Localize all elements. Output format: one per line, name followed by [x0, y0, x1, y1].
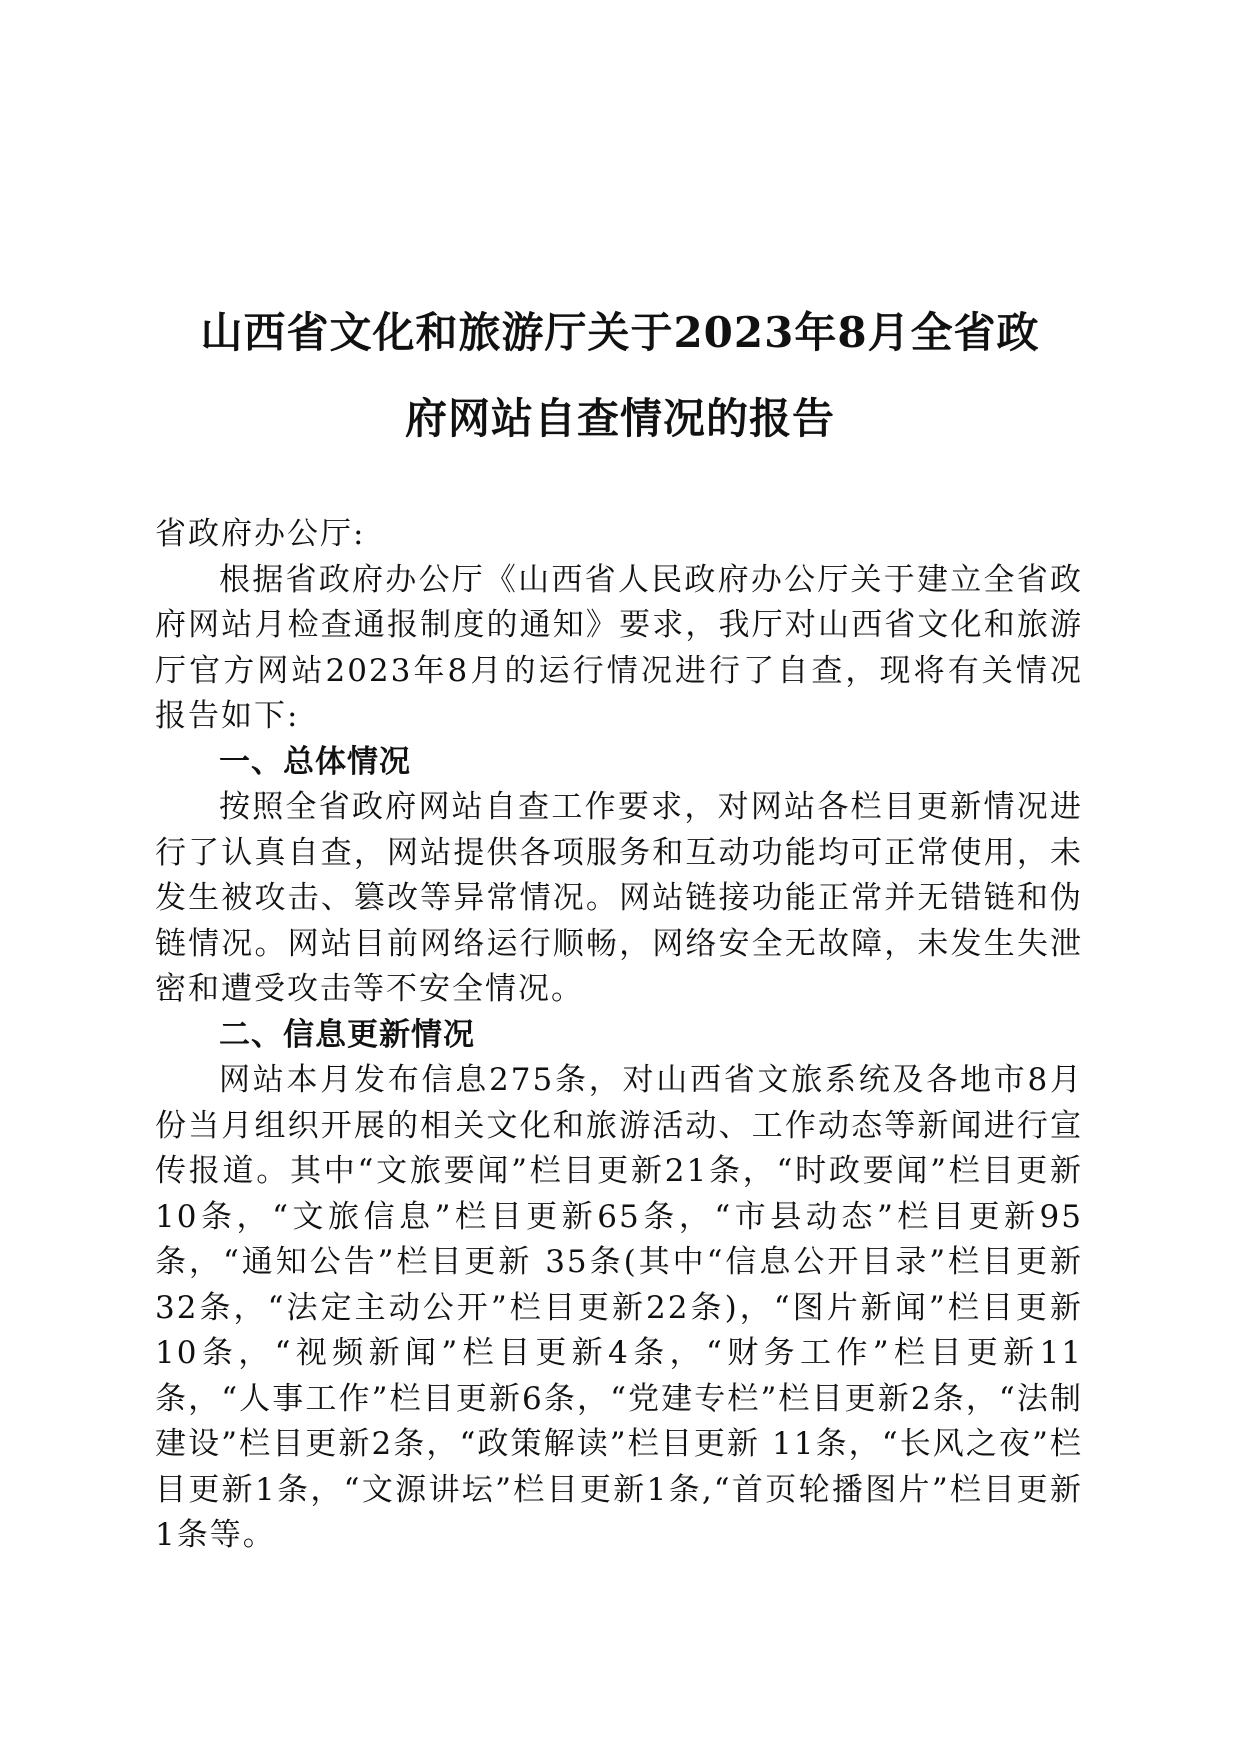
document-title-line2: 府网站自查情况的报告 — [404, 394, 835, 443]
intro-paragraph: 根据省政府办公厅《山西省人民政府办公厅关于建立全省政府网站月检查通报制度的通知》要求，我厅对山西省文化和旅游厅官方网站2023年8月的运行情况进行了自查，现将有关情况报告如下: — [155, 561, 1083, 734]
document-body — [155, 512, 1083, 1559]
salutation: 省政府办公厅: — [155, 516, 366, 552]
section2-heading: 二、信息更新情况 — [219, 1016, 475, 1053]
document-title-line1: 山西省文化和旅游厅关于2023年8月全省政 — [200, 308, 1040, 357]
section2-paragraph: 网站本月发布信息275条，对山西省文旅系统及各地市8月份当月组织开展的相关文化和旅游活动、工作动态等新闻进行宣传报道。其中“文旅要闻”栏目更新21条，“时政要闻”栏目更新 10条，“文旅信息”栏目更新65条，“市县动态”栏目更新95条，“通知公告”栏目更新 35条(其中“信息公开目录”栏目更新32条，“法定主动公开”栏目更新22条)，“图片新闻”栏目更新10条，“视频新闻”栏目更新4条，“财务工作”栏目更新11条，“人事工作”栏目更新6条，“党建专栏”栏目更新2条，“法制建设”栏目更新2条，“政策解读”栏目更新 11条，“长风之夜”栏目更新1条，“文源讲坛”栏目更新1条,“首页轮播图片”栏目更新1条等。 — [155, 1062, 1083, 1553]
section1-heading: 一、总体情况 — [219, 743, 411, 780]
section1-paragraph: 按照全省政府网站自查工作要求，对网站各栏目更新情况进行了认真自查，网站提供各项服务和互动功能均可正常使用，未发生被攻击、篡改等异常情况。网站链接功能正常并无错链和伪链情况。网站目前网络运行顺畅，网络安全无故障，未发生失泄密和遭受攻击等不安全情况。 — [155, 789, 1083, 1007]
